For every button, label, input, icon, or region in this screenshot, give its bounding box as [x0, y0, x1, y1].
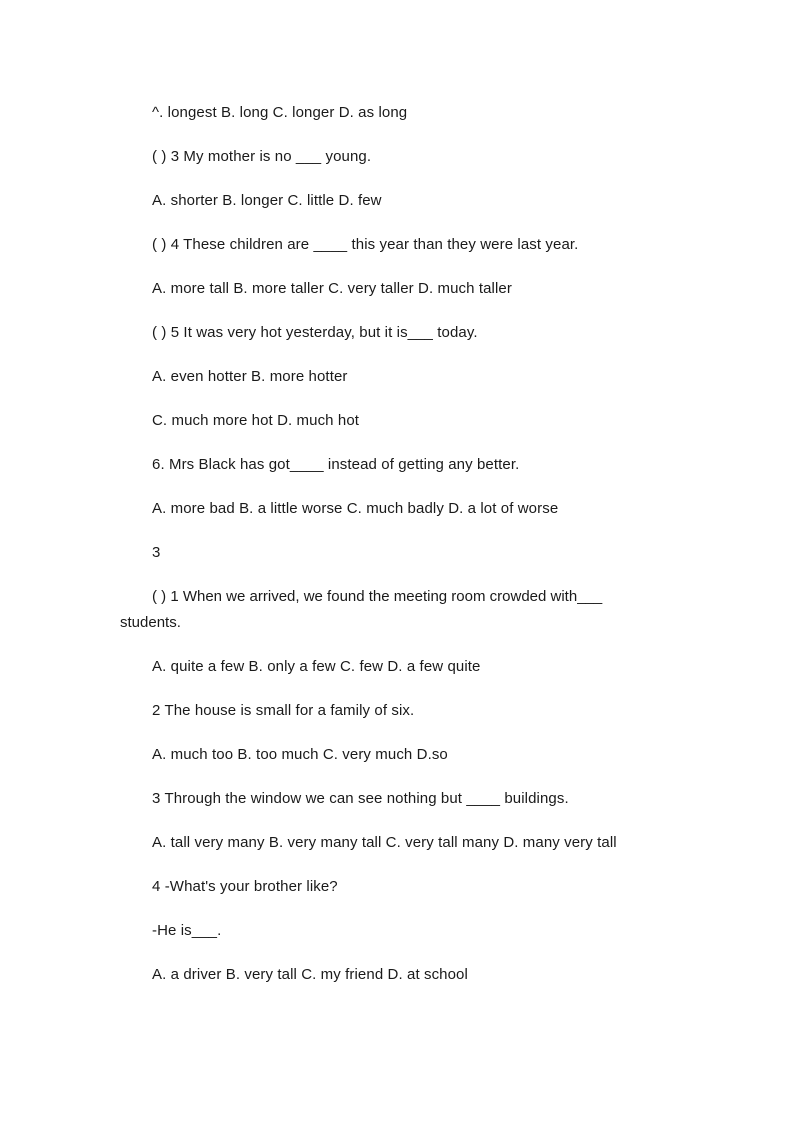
options-3: A. shorter B. longer C. little D. few — [152, 192, 382, 209]
section-3-options-1: A. quite a few B. only a few C. few D. a few quite — [152, 658, 481, 675]
question-6: 6. Mrs Black has got____ instead of getting any better. — [152, 456, 520, 473]
section-3-options-2: A. much too B. too much C. very much D.so — [152, 746, 448, 763]
question-5: ( ) 5 It was very hot yesterday, but it is___ today. — [152, 324, 478, 341]
question-3: ( ) 3 My mother is no ___ young. — [152, 148, 372, 165]
section-3-answer-4: -He is___. — [152, 922, 222, 939]
options-4: A. more tall B. more taller C. very taller D. much taller — [152, 280, 512, 297]
section-3-options-3: A. tall very many B. very many tall C. very tall many D. many very tall — [152, 834, 617, 851]
options-5-part-1: A. even hotter B. more hotter — [152, 368, 348, 385]
question-4: ( ) 4 These children are ____ this year than they were last year. — [152, 236, 579, 253]
options-5-part-2: C. much more hot D. much hot — [152, 412, 360, 429]
section-number: 3 — [152, 544, 161, 561]
section-3-question-2: 2 The house is small for a family of six. — [152, 702, 415, 719]
section-3-question-4: 4 -What's your brother like? — [152, 878, 338, 895]
text-line-1: ^. longest B. long C. longer D. as long — [152, 104, 408, 121]
options-6: A. more bad B. a little worse C. much badly D. a lot of worse — [152, 500, 559, 517]
section-3-options-4: A. a driver B. very tall C. my friend D. at school — [152, 966, 468, 983]
section-3-question-1: ( ) 1 When we arrived, we found the meeting room crowded with___ students. — [120, 588, 603, 631]
section-3-question-3: 3 Through the window we can see nothing but ____ buildings. — [152, 790, 569, 807]
